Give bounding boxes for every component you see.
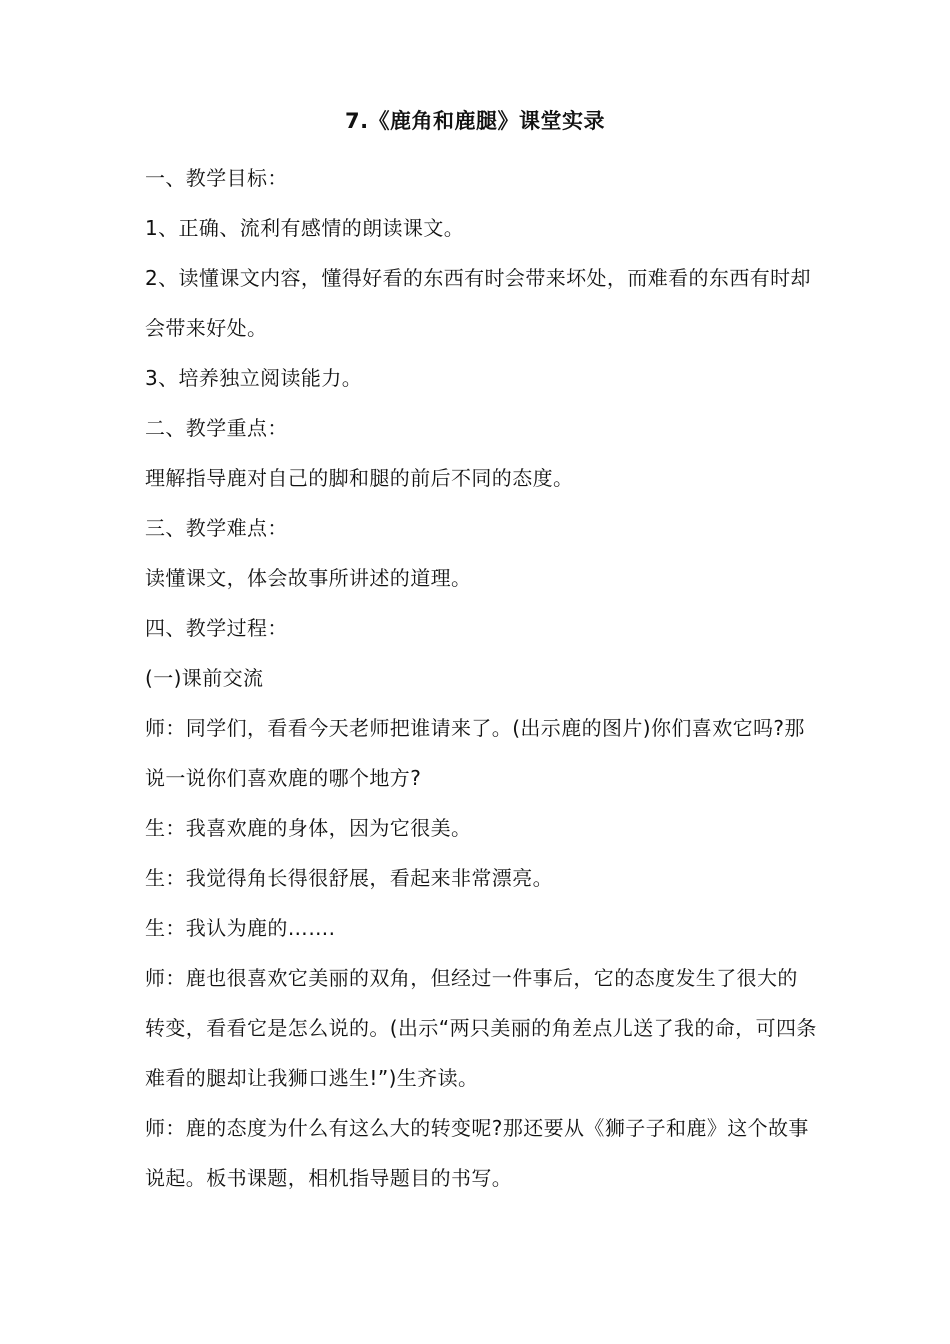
objective-item-3: 3、培养独立阅读能力。 [145, 366, 363, 390]
section-heading-difficulties: 三、教学难点： [145, 516, 288, 540]
dialogue-student-3: 生：我认为鹿的……. [145, 916, 336, 940]
objective-item-1: 1、正确、流利有感情的朗读课文。 [145, 216, 465, 240]
dialogue-teacher-1: 师：同学们，看看今天老师把谁请来了。(出示鹿的图片)你们喜欢它吗?那说一说你们喜欢鹿的哪个地方? [145, 716, 805, 790]
section-heading-key-points: 二、教学重点： [145, 416, 288, 440]
dialogue-teacher-2: 师：鹿也很喜欢它美丽的双角，但经过一件事后，它的态度发生了很大的转变，看看它是怎么说的。(出示“两只美丽的角差点儿送了我的命，可四条难看的腿却让我狮口逃生!”)生齐读。 [145, 966, 817, 1090]
document-title: 7.《鹿角和鹿腿》课堂实录 [344, 109, 606, 133]
section-heading-objectives: 一、教学目标： [145, 166, 288, 190]
objective-item-2: 2、读懂课文内容，懂得好看的东西有时会带来坏处，而难看的东西有时却会带来好处。 [145, 266, 811, 340]
section-heading-process: 四、教学过程： [145, 616, 288, 640]
document-body [145, 153, 817, 1203]
key-points-text: 理解指导鹿对自己的脚和腿的前后不同的态度。 [145, 466, 574, 490]
dialogue-student-2: 生：我觉得角长得很舒展，看起来非常漂亮。 [145, 866, 553, 890]
dialogue-student-1: 生：我喜欢鹿的身体，因为它很美。 [145, 816, 472, 840]
process-subheading-1: (一)课前交流 [145, 666, 264, 690]
difficulties-text: 读懂课文，体会故事所讲述的道理。 [145, 566, 472, 590]
dialogue-teacher-3: 师：鹿的态度为什么有这么大的转变呢?那还要从《狮子子和鹿》这个故事说起。板书课题，相机指导题目的书写。 [145, 1116, 809, 1190]
